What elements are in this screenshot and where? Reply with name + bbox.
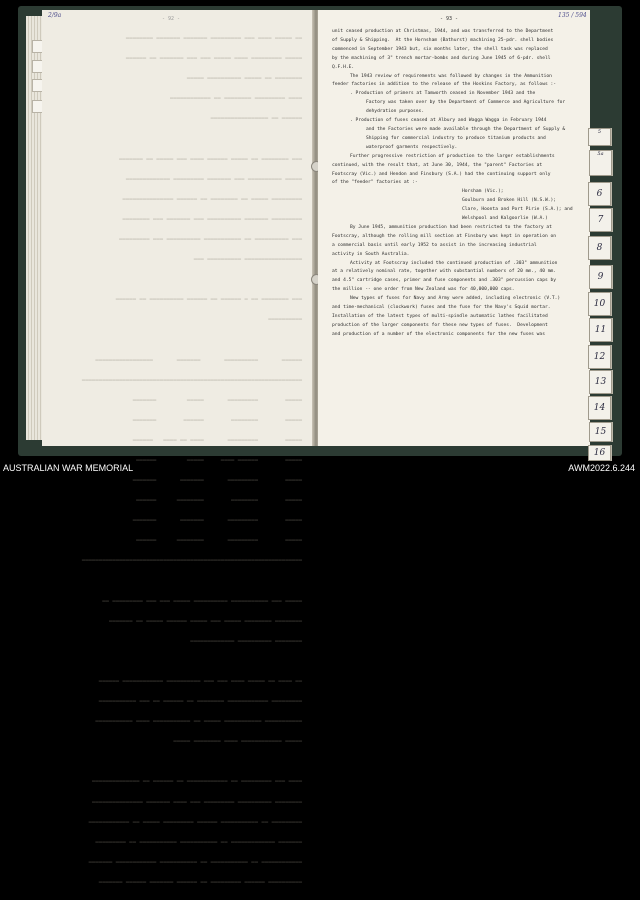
footer-credit: AUSTRALIAN WAR MEMORIAL — [3, 463, 134, 473]
text-line: . Production of primers at Tamworth ceased in November 1943 and the — [350, 91, 536, 97]
text-line: Shipping for commercial industry to produce titanium products and — [366, 135, 546, 141]
text-line: and 4.5" cartridge cases, primer and fuse components and .303" percussion caps by — [332, 278, 557, 284]
index-tab[interactable]: 15 — [589, 422, 612, 442]
index-tab[interactable]: 13 — [589, 370, 612, 394]
text-line: waterproof garments respectively. — [366, 144, 458, 150]
text-line: By June 1945, ammunition production had been restricted to the factory at — [350, 224, 552, 230]
left-corner-mark: 2/9a — [48, 12, 62, 19]
text-line: Factory was taken over by the Department of Commerce and Agriculture for — [366, 100, 566, 106]
text-line: dehydration purposes. — [366, 109, 425, 115]
text-line: and the Factories were made available through the Department of Supply & — [366, 126, 566, 132]
text-line: Goulburn and Broken Hill (N.S.W.); — [462, 198, 557, 204]
text-line: of the "feeder" factories at :- — [332, 180, 418, 186]
text-line: Q.F.H.E. — [332, 64, 355, 70]
text-line: feeder factories in addition to the release of the Hoskins Factory, as follows :- — [332, 82, 557, 88]
text-line: Further progressive restriction of production to the larger establishments — [350, 153, 555, 159]
text-line: Clare, Hoonta and Port Pirie (S.A.); and — [462, 207, 573, 213]
text-line: of Supply & Shipping. At the Hornsham (Bathurst) machining 25-pdr. shell bodies — [332, 37, 554, 43]
text-line: Horsham (Vic.); — [462, 189, 504, 195]
text-line: activity in South Australia. — [332, 251, 410, 257]
left-folio: - 92 - — [162, 16, 181, 22]
index-tab[interactable]: 14 — [588, 396, 611, 420]
text-line: Installation of the latest types of multi-spindle automatic lathes facilitated — [332, 314, 548, 319]
text-line: New types of fuses for Navy and Army were added, including electronic (V.T.) — [350, 296, 561, 302]
text-line: . Production of fuses ceased at Albury and Wagga Wagga in February 1944 — [350, 118, 547, 124]
index-tab[interactable]: 8 — [588, 236, 611, 260]
right-page-body — [332, 28, 586, 340]
index-tab[interactable]: 6 — [588, 182, 611, 206]
right-page — [318, 10, 590, 446]
index-tab[interactable]: 11 — [589, 318, 612, 342]
index-tab[interactable]: 16 — [588, 445, 611, 461]
bleed-through-text: ━━ ━━━━━ ━━━━ ━━━ ━━━━━━━━━ ━━━━━━━ ━━━━━━━ ━━━━━━━━ ━━━━━ ━━━━━━━━━ ━━━━ ━━━━━ ━━━ ━━━ ━━━━━━━ ━━ ━━━━━━ ━━━━━━━━ ━━ ━━━━━ ━━━━━━━━━━ ━━━━━ ━━━━ ━━━━━━━━━ ━━━━━━━━ ━━ ━━━━━━━━━━━━ ━━━━━━ ━━ ━━━━━━━━━━━━━━━━━ ━━━ ━━━━━━━━ ━━ ━━━━━ ━━━━━━ ━━━━ ━━━ ━━━━━ ━━ ━━━━━━━ ━━━━━ ━━━━━━━━━━ ━━━ ━━━━━━━ ━━━━━━━━━ ━━━━━━━━━━━━━ ━━━━━━━━━ ━━━━━ ━━ ━━━━━━━━ ━━ ━━━━━━ ━━━━━━━━━━━━━━━ ━━━━━━━━━ ━━━━━━━ ━━━━━━━━━━ ━━━ ━━━━━━━ ━━━ ━━━━━━━━ ━━━ ━━━━━━━━━━ ━━ ━━━━━━━━━━━ ━━━━━━━━━━ ━━━ ━━━━━━━━━ ━━━━━━━━━━━━━━━━━ ━━━━━━━━━━ ━━━ ━━━ ━━━━━━━━ ━━ ━ ━━━━━━ ━━ ━━━━━━ ━━━━━━━━━━ ━━ ━━━━━━ ━━━━━━━━━━ ━━━━━━ ━━━━━━━━━━ ━━━━━━━ ━━━━━━━━━━━━━━━━━ ━━━━━━━━━━━━━━━━━━━━━━━━━━━━━━━━━━━━━━━━━━━━━━━━━━━━━━━━━━━━━━━━━ ━━━━━ ━━━━━━━━━ ━━━━━ ━━━━━━━ ━━━━━ ━━━━━━━━ ━━━━━━ ━━━━━━━ ━━━━━ ━━━━━━━━━ ━━━━ ━━ ━━━━ ━━━━━━ ━━━━━ ━━━━━━ ━━━━ ━━━━━ ━━━━━━ ━━━━━ ━━━━━━━━━ ━━━━━━━ ━━━━━━━ ━━━━━ ━━━━━━━━ ━━━━━━━━ ━━━━━━ ━━━━━ ━━━━━━━━━ ━━━━━━━ ━━━━━━━ ━━━━━ ━━━━━━━━━ ━━━━━━━━ ━━━━━━ ━━━━━━━━━━━━━━━━━━━━━━━━━━━━━━━━━━━━━━━━━━━━━━━━━━━━━━━━━━━━━━━━━ ━━━━━ ━━━ ━━━━━━━━━━━ ━━━━━━━━━━ ━━━━━ ━━━ ━━━ ━━━━━━━━━ ━━ ━━━━━━━━ ━━━━━━━━ ━━━━━ ━━━ ━━━━━ ━━━━━━ ━━━━━ ━━ ━━━━━━━ ━━━━━━━━ ━━━━━━━━━━ ━━━━━━━━━━━━━ ━━ ━━━━ ━━ ━━━━━ ━━━━ ━━━ ━━━ ━━━━━━━━━━ ━━━━━━━━━━━━ ━━━━━━ ━━━━━━━━━ ━━━━━━━━━━━━ ━━━━━━━━ ━━ ━━━━━━ ━━ ━━━ ━━━━━━━━━━━ ━━━━━━━━━━━ ━━━━━━━━━━━ ━━━━━ ━━ ━━━━━━━━━━━ ━━━━ ━━━━━━━━━━━ ━━━━━ ━━━━━━━━━━━━ ━━━━ ━━━━━━━━ ━━━━━ ━━━━ ━━━ ━━━━━━━━━ ━━ ━━━━━━━━━━━━ ━━ ━━━━━━ ━━ ━━━━━━━━━━━━━━ ━━━━━━━━ ━━━━━━━━━━ ━━━━━━━━━ ━━━ ━━━━ ━━━━━━━ ━━━━━━━━━━━━━━━ ━━━━━━━━━ ━━ ━━━━━━━━━━━ ━━━━━━ ━━━━━━━━━ ━━━━━ ━━ ━━━━━━━━━━━━ ━━━━━━━ ━━━━━━━━━━━━━ ━━ ━━━━━━━━━━━ ━━━━━━━━━━━ ━━ ━━━━━━━━━ ━━━━━━━━━━━━ ━━ ━━━━━━━━━━━ ━━ ━━━━━━━━━━━ ━━━━━━━━━━━━ ━━━━━━━ ━━━━━━━━━━ ━━━━━━ ━━━━━━━━━ ━━ ━━━━━━ ━━━━━━━ ━━━━━━ ━━━━━━━ — [81, 36, 302, 886]
text-line: a commercial basis until early 1952 to assist in the increasing industrial — [332, 242, 537, 248]
index-tab[interactable]: 7 — [589, 208, 612, 232]
index-tab[interactable]: 12 — [588, 345, 611, 369]
text-line: Footscray, although the rolling mill section at Finsbury was kept in operation on — [332, 233, 557, 239]
text-line: and time-mechanical (clockwork) fuses and the fuse for the Navy's Squid mortar. — [332, 305, 551, 311]
text-line: commenced in September 1943 but, six months later, the shell task was replaced — [332, 46, 548, 52]
index-tab[interactable]: 9 — [589, 265, 612, 289]
right-folio: - 93 - — [440, 16, 459, 22]
text-line: The 1943 review of requirements was followed by changes in the Ammunition — [350, 73, 552, 79]
text-line: continued, with the result that, at June 30, 1944, the "parent" Factories at — [332, 162, 543, 168]
index-tab[interactable]: 5a — [589, 150, 612, 176]
text-line: and production of a number of the electronic components for the new fuses was — [332, 331, 545, 337]
text-line: the million -- one order from New Zealand was for 40,000,000 caps. — [332, 287, 515, 293]
text-line: production of the larger components for these new types of fuses. Development — [332, 322, 548, 328]
text-line: at a relatively nominal rate, together with substantial numbers of 20 mm., 40 mm. — [332, 269, 557, 275]
index-tab[interactable]: 10 — [588, 292, 611, 316]
index-tab[interactable]: 5 — [588, 128, 611, 146]
footer-accession: AWM2022.6.244 — [568, 463, 635, 473]
text-line: unit ceased production at Christmas, 1944, and was transferred to the Department — [332, 29, 554, 34]
text-line: Activity at Footscray included the continued production of .303" ammunition — [350, 260, 558, 266]
right-corner-mark: 135 / 594 — [558, 12, 587, 19]
text-line: by the machining of 3" trench mortar-bombs and during June 1945 of 6-pdr. shell — [332, 55, 551, 61]
text-line: Footscray (Vic.) and Hendon and Finsbury (S.A.) had the continuing support only — [332, 171, 551, 177]
text-line: Welshpool and Kalgoorlie (W.A.) — [462, 216, 548, 222]
